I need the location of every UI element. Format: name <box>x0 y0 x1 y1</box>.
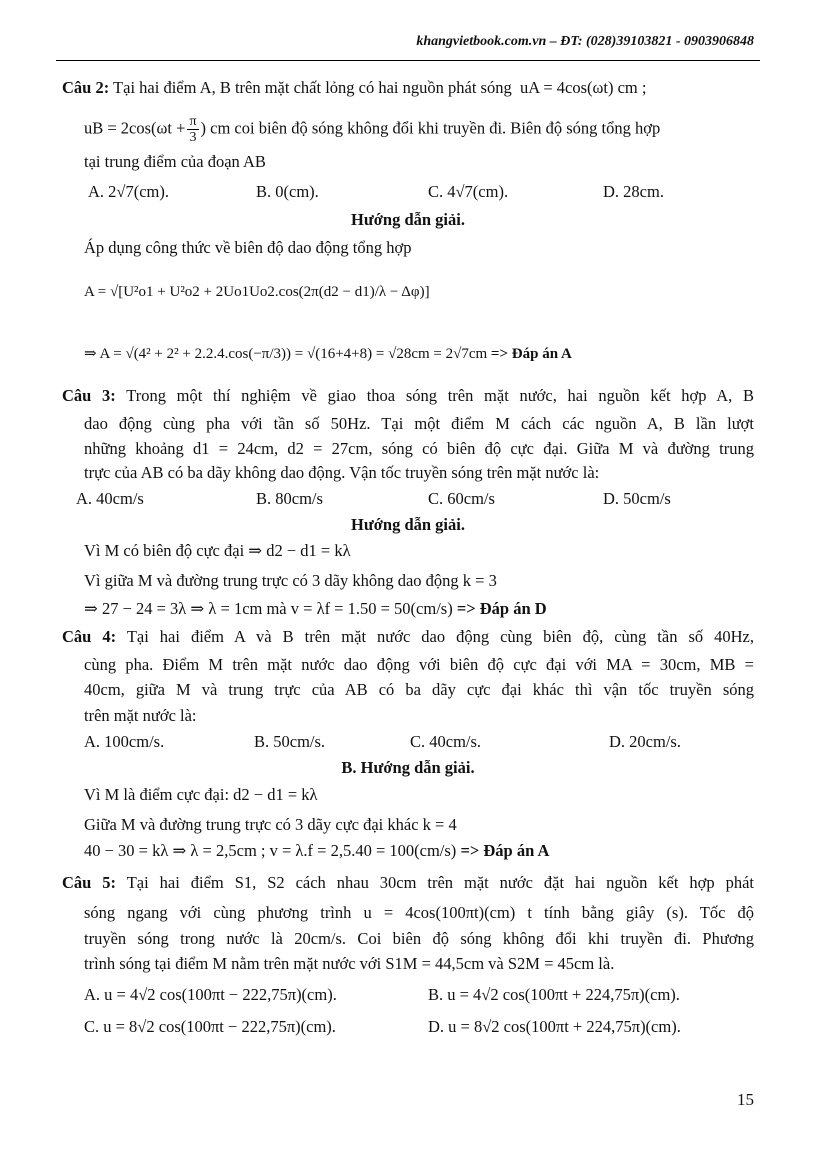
q3-option-c: C. 60cm/s <box>428 489 495 508</box>
q4-guide-heading: B. Hướng dẫn giải. <box>341 758 475 777</box>
q3-guide-heading: Hướng dẫn giải. <box>351 515 465 534</box>
q3-option-d: D. 50cm/s <box>603 489 671 508</box>
q4-option-a: A. 100cm/s. <box>84 732 165 751</box>
q4-solution-2: Giữa M và đường trung trực có 3 dãy cực đại khác k = 4 <box>84 815 457 834</box>
q4-solution-1: Vì M là điểm cực đại: d2 − d1 = kλ <box>84 785 318 804</box>
q2-line3: tại trung điểm của đoạn AB <box>84 152 266 171</box>
q2-option-a: A. 2√7(cm). <box>88 182 169 201</box>
q2-label: Câu 2: <box>62 78 110 97</box>
q2-line1 <box>62 78 646 98</box>
q3-line1 <box>62 386 754 406</box>
q4-solution-3: 40 − 30 = kλ ⇒ λ = 2,5cm ; v = λ.f = 2,5.40 = 100(cm/s) <box>84 841 457 860</box>
q4-text: Tại hai điểm A và B trên mặt nước dao động cùng biên độ, cùng tần số 40Hz, <box>126 627 754 646</box>
denominator: 3 <box>189 130 197 145</box>
q2-guide-heading: Hướng dẫn giải. <box>351 210 465 229</box>
q3-line2: dao động cùng pha với tần số 50Hz. Tại một điểm M cách các nguồn A, B lần lượt <box>84 414 754 433</box>
q3-label: Câu 3: <box>62 386 116 405</box>
q2-fraction <box>187 114 198 145</box>
q3-line3: những khoảng d1 = 24cm, d2 = 27cm, sóng có biên độ cực đại. Giữa M và đường trung <box>84 439 754 458</box>
q5-option-d: D. u = 8√2 cos(100πt + 224,75π)(cm). <box>428 1017 681 1036</box>
header-rule <box>56 60 760 61</box>
q3-solution-3: ⇒ 27 − 24 = 3λ ⇒ λ = 1cm mà v = λf = 1.50 = 50(cm/s) <box>84 599 453 618</box>
q3-answer: => Đáp án D <box>456 599 547 618</box>
q5-line1 <box>62 873 754 893</box>
numerator: π <box>189 114 197 129</box>
q5-label: Câu 5: <box>62 873 117 892</box>
q4-answer: => Đáp án A <box>460 841 550 860</box>
page-number: 15 <box>737 1090 754 1109</box>
q5-text: Tại hai điểm S1, S2 cách nhau 30cm trên mặt nước đặt hai nguồn kết hợp phát <box>126 873 754 892</box>
q2-formula: A = √[U²o1 + U²o2 + 2Uo1Uo2.cos(2π(d2 − d1)/λ − Δφ)] <box>84 284 430 300</box>
q2-option-c: C. 4√7(cm). <box>428 182 509 201</box>
q4-line4: trên mặt nước là: <box>84 706 197 725</box>
q2-option-d: D. 28cm. <box>603 182 664 201</box>
q3-solution-1: Vì M có biên độ cực đại ⇒ d2 − d1 = kλ <box>84 541 351 560</box>
q5-line2: sóng ngang với cùng phương trình u = 4cos(100πt)(cm) t tính bằng giây (s). Tốc độ <box>84 903 754 922</box>
q2-calc: ⇒ A = √(4² + 2² + 2.2.4.cos(−π/3)) = √(16+4+8) = √28cm = 2√7cm <box>84 346 488 362</box>
q2-uB-left: uB = 2cos(ωt + <box>84 118 186 138</box>
q2-text: Tại hai điểm A, B trên mặt chất lỏng có hai nguồn phát sóng <box>113 78 512 97</box>
q2-calc-line <box>84 344 572 364</box>
q4-solution-3-line <box>84 841 549 861</box>
q4-label: Câu 4: <box>62 627 117 646</box>
page-header: khangvietbook.com.vn – ĐT: (028)39103821 - 0903906848 <box>416 34 754 49</box>
q5-option-c: C. u = 8√2 cos(100πt − 222,75π)(cm). <box>84 1017 336 1036</box>
q4-line1 <box>62 627 754 647</box>
q4-line3: 40cm, giữa M và trung trực của AB có ba dãy cực đại khác thì vận tốc truyền sóng <box>84 680 754 699</box>
q5-line4: trình sóng tại điểm M nằm trên mặt nước với S1M = 44,5cm và S2M = 45cm là. <box>84 954 615 973</box>
q3-solution-2: Vì giữa M và đường trung trực có 3 dãy không dao động k = 3 <box>84 571 497 590</box>
q3-line4: trực của AB có ba dãy không dao động. Vận tốc truyền sóng trên mặt nước là: <box>84 463 600 482</box>
q3-text: Trong một thí nghiệm về giao thoa sóng trên mặt nước, hai nguồn kết hợp A, B <box>126 386 754 405</box>
q4-option-c: C. 40cm/s. <box>410 732 482 751</box>
q5-line3: truyền sóng trong nước là 20cm/s. Coi biên độ sóng không đổi khi truyền đi. Phương <box>84 929 754 948</box>
q4-option-b: B. 50cm/s. <box>254 732 326 751</box>
q2-answer: => Đáp án A <box>490 346 572 362</box>
q4-option-d: D. 20cm/s. <box>609 732 681 751</box>
q3-solution-3-line <box>84 599 547 619</box>
q3-option-b: B. 80cm/s <box>256 489 323 508</box>
q2-line2 <box>84 114 660 145</box>
q4-line2: cùng pha. Điểm M trên mặt nước dao động với biên độ cực đại với MA = 30cm, MB = <box>84 655 754 674</box>
q2-uB-right: ) cm coi biên độ sóng không đổi khi truyền đi. Biên độ sóng tổng hợp <box>200 118 661 138</box>
q2-solution-1: Áp dụng công thức về biên độ dao động tổng hợp <box>84 238 412 257</box>
q5-option-a: A. u = 4√2 cos(100πt − 222,75π)(cm). <box>84 985 337 1004</box>
q3-option-a: A. 40cm/s <box>76 489 144 508</box>
q2-uA: uA = 4cos(ωt) cm ; <box>519 78 647 97</box>
q5-option-b: B. u = 4√2 cos(100πt + 224,75π)(cm). <box>428 985 680 1004</box>
q2-option-b: B. 0(cm). <box>256 182 319 201</box>
